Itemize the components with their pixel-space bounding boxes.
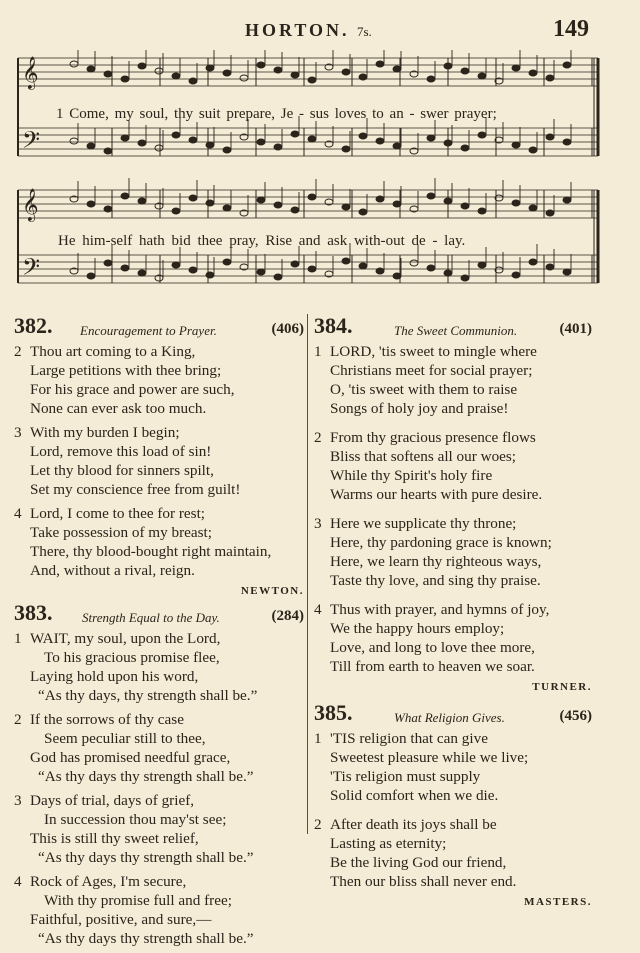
hymn-385: [314, 700, 592, 912]
note-head: [87, 273, 95, 279]
verse-line: Songs of holy joy and praise!: [330, 400, 509, 417]
verse-line: There, thy blood-bought right maintain,: [30, 543, 272, 560]
verse-number: 3: [14, 424, 22, 441]
note-head: [393, 143, 401, 149]
verse-number: 1: [14, 630, 22, 647]
hymn-header: [14, 313, 304, 342]
note-head: [529, 147, 537, 153]
verse-line: To his gracious promise flee,: [44, 649, 220, 666]
stanza: [14, 504, 304, 580]
verse-number: 4: [314, 601, 322, 618]
note-head: [461, 203, 469, 209]
right-column: [314, 313, 592, 914]
verse-line: Thus with prayer, and hymns of joy,: [330, 601, 550, 618]
note-head: [393, 273, 401, 279]
note-head: [172, 132, 180, 138]
verse-line: Lord, I come to thee for rest;: [30, 505, 206, 522]
stanza: [14, 342, 304, 418]
note-head: [172, 262, 180, 268]
verse-line: We the happy hours employ;: [330, 620, 505, 637]
note-head: [308, 194, 316, 200]
stanza: [314, 729, 592, 805]
stanza: [314, 600, 592, 676]
note-head: [308, 266, 316, 272]
verse-line: None can ever ask too much.: [30, 400, 207, 417]
verse-line: Here, we learn thy righteous ways,: [330, 553, 542, 570]
hymn-title: What Religion Gives.: [394, 710, 505, 725]
verse-line: From thy gracious presence flows: [330, 429, 536, 446]
page-number: 149: [553, 16, 589, 42]
verse-line: While thy Spirit's holy fire: [330, 467, 493, 484]
verse-line: Thou art coming to a King,: [30, 343, 196, 360]
note-head: [274, 67, 282, 73]
note-head: [70, 61, 78, 67]
verse-number: 3: [314, 515, 322, 532]
verse-line: Laying hold upon his word,: [30, 668, 199, 685]
verse-number: 2: [314, 429, 322, 446]
note-head: [87, 143, 95, 149]
note-head: [155, 145, 163, 151]
note-head: [257, 269, 265, 275]
note-head: [546, 264, 554, 270]
tune-name: HORTON.: [245, 20, 350, 40]
note-head: [70, 138, 78, 144]
bass-clef: 𝄢: [22, 253, 41, 286]
note-head: [461, 145, 469, 151]
note-head: [512, 142, 520, 148]
note-head: [87, 201, 95, 207]
stanza: [314, 428, 592, 504]
author: MASTERS.: [524, 896, 592, 908]
verse-line: And, without a rival, reign.: [30, 562, 195, 579]
treble-clef: 𝄞: [22, 56, 39, 89]
verse-line: God has promised needful grace,: [30, 749, 231, 766]
verse-number: 1: [314, 343, 322, 360]
note-head: [104, 260, 112, 266]
note-head: [291, 261, 299, 267]
verse-line: Seem peculiar still to thee,: [44, 730, 206, 747]
hymn-reference: (401): [559, 321, 592, 337]
note-head: [342, 69, 350, 75]
verse-line: 'TIS religion that can give: [330, 730, 488, 747]
note-head: [359, 263, 367, 269]
note-head: [478, 73, 486, 79]
note-head: [359, 209, 367, 215]
hymn-reference: (284): [271, 608, 304, 624]
hymn-number: 382.: [14, 313, 53, 338]
note-head: [189, 137, 197, 143]
stanza: [14, 629, 304, 705]
note-head: [121, 76, 129, 82]
note-head: [529, 70, 537, 76]
verse-line: This is still thy sweet relief,: [30, 830, 199, 847]
note-head: [155, 68, 163, 74]
hymn-number: 384.: [314, 313, 353, 338]
note-head: [138, 270, 146, 276]
verse-line: Lord, remove this load of sin!: [30, 443, 212, 460]
verse-number: 4: [14, 873, 22, 890]
verse-line: Set my conscience free from guilt!: [30, 481, 241, 498]
verse-number: 3: [14, 792, 22, 809]
verse-line: “As thy days thy strength shall be.”: [38, 930, 254, 947]
verse-line: With my burden I begin;: [30, 424, 180, 441]
verse-line: Be the living God our friend,: [330, 854, 507, 871]
verse-line: Bliss that softens all our woes;: [330, 448, 517, 465]
note-head: [427, 265, 435, 271]
note-head: [121, 265, 129, 271]
author: NEWTON.: [240, 585, 304, 597]
verse-line: Lasting as eternity;: [330, 835, 447, 852]
verse-line: Take possession of my breast;: [30, 524, 212, 541]
note-head: [274, 144, 282, 150]
column-divider: [307, 314, 308, 834]
note-head: [104, 206, 112, 212]
verse-number: 2: [14, 343, 22, 360]
verse-line: 'Tis religion must supply: [330, 768, 481, 785]
note-head: [546, 134, 554, 140]
hymn-reference: (456): [559, 708, 592, 724]
note-head: [104, 148, 112, 154]
note-head: [291, 72, 299, 78]
note-head: [240, 75, 248, 81]
verse-line: LORD, 'tis sweet to mingle where: [330, 343, 537, 360]
note-head: [342, 258, 350, 264]
note-head: [308, 136, 316, 142]
hymn-number: 383.: [14, 600, 53, 625]
verse-line: Sweetest pleasure while we live;: [330, 749, 529, 766]
hymn-number: 385.: [314, 700, 353, 725]
verse-line: Rock of Ages, I'm secure,: [30, 873, 187, 890]
note-head: [461, 68, 469, 74]
stanza: [14, 872, 304, 948]
note-head: [189, 78, 197, 84]
hymn-383: [14, 600, 304, 948]
note-head: [546, 210, 554, 216]
verse-line: “As thy days thy strength shall be.”: [38, 849, 254, 866]
verse-line: Then our bliss shall never end.: [330, 873, 517, 890]
verse-line: Taste thy love, and sing thy praise.: [330, 572, 541, 589]
staff-notation: [0, 50, 640, 306]
lyric-line-2: He him-self hath bid thee pray, Rise and ask with-out de - lay.: [58, 233, 466, 249]
note-head: [376, 196, 384, 202]
note-head: [189, 195, 197, 201]
note-head: [478, 208, 486, 214]
note-head: [291, 207, 299, 213]
note-head: [376, 268, 384, 274]
hymn-384: [314, 313, 592, 697]
verse-line: Let thy blood for sinners spilt,: [30, 462, 214, 479]
note-head: [512, 65, 520, 71]
verse-line: Here we supplicate thy throne;: [330, 515, 517, 532]
note-head: [478, 132, 486, 138]
note-head: [393, 66, 401, 72]
verse-number: 2: [14, 711, 22, 728]
note-head: [257, 62, 265, 68]
note-head: [444, 270, 452, 276]
verse-line: “As thy days, thy strength shall be.”: [38, 687, 258, 704]
note-head: [444, 63, 452, 69]
note-head: [529, 259, 537, 265]
note-head: [427, 193, 435, 199]
note-head: [478, 262, 486, 268]
note-head: [257, 197, 265, 203]
note-head: [563, 197, 571, 203]
note-head: [223, 205, 231, 211]
note-head: [529, 205, 537, 211]
verse-line: Days of trial, days of grief,: [30, 792, 195, 809]
note-head: [206, 65, 214, 71]
hymn-header: [314, 700, 592, 729]
note-head: [444, 140, 452, 146]
note-head: [512, 200, 520, 206]
stanza: [14, 423, 304, 499]
note-head: [563, 139, 571, 145]
note-head: [206, 200, 214, 206]
note-head: [427, 76, 435, 82]
verse-line: Christians meet for social prayer;: [330, 362, 533, 379]
verse-number: 2: [314, 816, 322, 833]
verse-line: Faithful, positive, and sure,—: [30, 911, 212, 928]
left-column: [14, 313, 304, 953]
tune-meter: 7s.: [357, 24, 372, 39]
hymn-title: Encouragement to Prayer.: [80, 323, 217, 338]
hymn-title: The Sweet Communion.: [394, 323, 518, 338]
note-head: [342, 146, 350, 152]
note-head: [376, 61, 384, 67]
bass-clef: 𝄢: [22, 126, 41, 159]
verse-line: Large petitions with thee bring;: [30, 362, 222, 379]
note-head: [206, 142, 214, 148]
note-head: [223, 259, 231, 265]
note-head: [427, 135, 435, 141]
hymn-header: [14, 600, 304, 629]
verse-line: If the sorrows of thy case: [30, 711, 184, 728]
note-head: [121, 135, 129, 141]
note-head: [546, 75, 554, 81]
page-header: [0, 14, 640, 44]
verse-line: WAIT, my soul, upon the Lord,: [30, 630, 221, 647]
stanza: [314, 342, 592, 418]
verse-line: “As thy days thy strength shall be.”: [38, 768, 254, 785]
note-head: [359, 133, 367, 139]
note-head: [189, 267, 197, 273]
verse-number: 4: [14, 505, 22, 522]
note-head: [121, 193, 129, 199]
note-head: [138, 63, 146, 69]
note-head: [274, 202, 282, 208]
note-head: [461, 275, 469, 281]
hymn-reference: (406): [271, 321, 304, 337]
note-head: [172, 73, 180, 79]
lyric-line-1: 1 Come, my soul, thy suit prepare, Je - sus loves to an - swer prayer;: [56, 106, 497, 122]
hymn-382: [14, 313, 304, 601]
note-head: [172, 208, 180, 214]
note-head: [444, 198, 452, 204]
verse-line: In succession thou may'st see;: [44, 811, 227, 828]
stanza: [14, 710, 304, 786]
note-head: [342, 204, 350, 210]
note-head: [104, 71, 112, 77]
author: TURNER.: [532, 681, 592, 693]
treble-clef: 𝄞: [22, 188, 39, 221]
note-head: [138, 140, 146, 146]
note-head: [563, 62, 571, 68]
verse-line: Warms our hearts with pure desire.: [330, 486, 543, 503]
verse-line: For his grace and power are such,: [30, 381, 235, 398]
note-head: [376, 138, 384, 144]
note-head: [206, 272, 214, 278]
note-head: [563, 269, 571, 275]
note-head: [87, 66, 95, 72]
stanza: [314, 815, 592, 891]
note-head: [393, 201, 401, 207]
verse-line: O, 'tis sweet with them to raise: [330, 381, 518, 398]
music-score: [0, 50, 640, 306]
verse-line: Love, and long to love thee more,: [330, 639, 535, 656]
note-head: [138, 198, 146, 204]
hymn-title: Strength Equal to the Day.: [82, 610, 220, 625]
note-head: [512, 272, 520, 278]
note-head: [223, 70, 231, 76]
note-head: [257, 139, 265, 145]
note-head: [359, 74, 367, 80]
verse-line: After death its joys shall be: [330, 816, 497, 833]
verse-line: Till from earth to heaven we soar.: [330, 658, 535, 675]
note-head: [291, 131, 299, 137]
verse-line: With thy promise full and free;: [44, 892, 232, 909]
stanza: [14, 791, 304, 867]
stanza: [314, 514, 592, 590]
note-head: [223, 147, 231, 153]
verse-line: Here, thy pardoning grace is known;: [330, 534, 552, 551]
note-head: [410, 260, 418, 266]
verse-line: Solid comfort when we die.: [330, 787, 499, 804]
hymn-header: [314, 313, 592, 342]
note-head: [274, 274, 282, 280]
verse-number: 1: [314, 730, 322, 747]
note-head: [308, 77, 316, 83]
